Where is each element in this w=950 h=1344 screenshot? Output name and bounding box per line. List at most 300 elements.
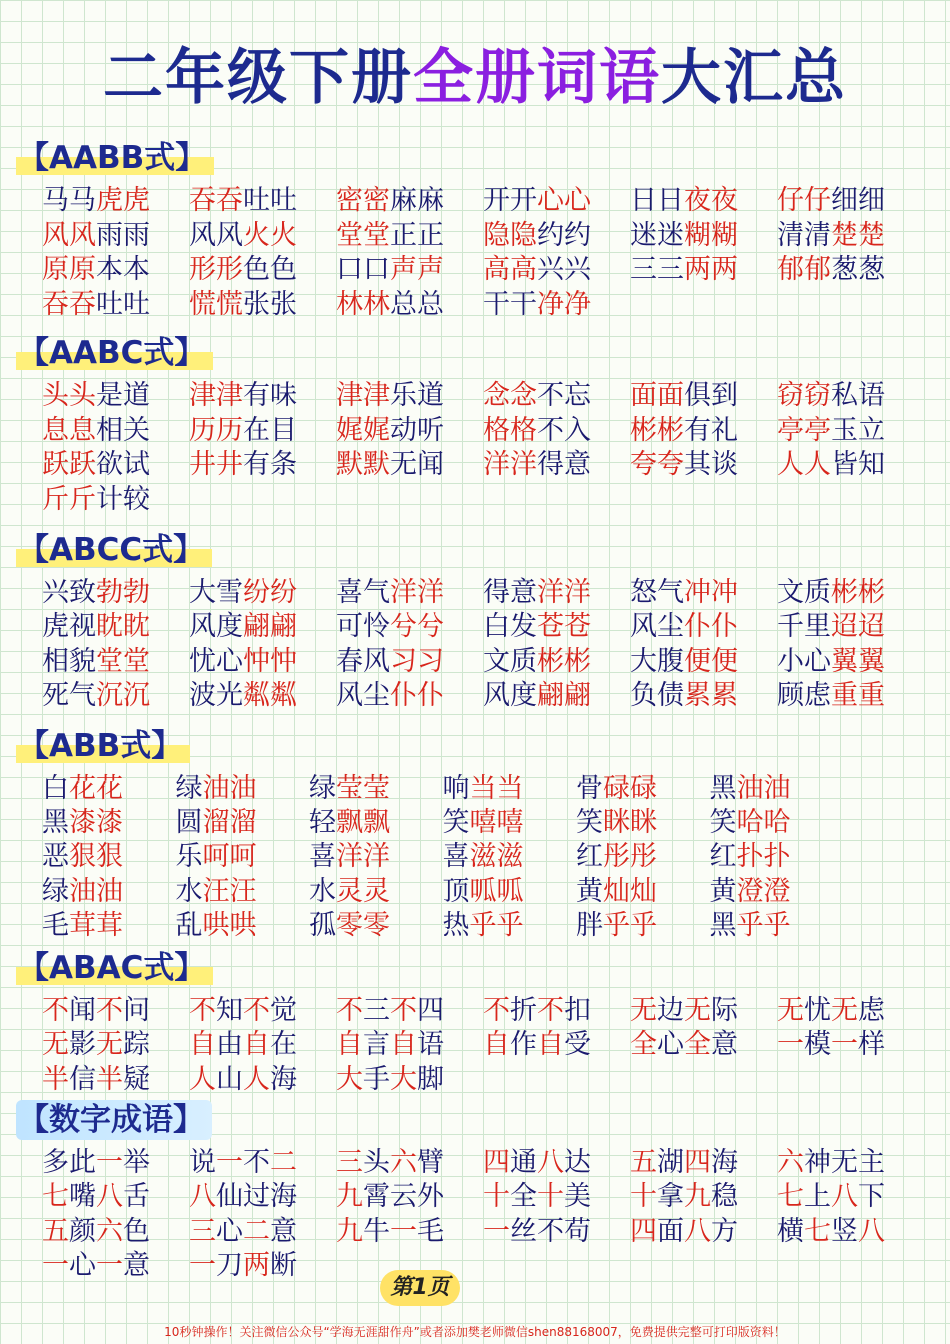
word-segment: 在目 <box>243 414 297 446</box>
word-segment: 多此 <box>42 1147 96 1178</box>
word-segment-highlight: 火火 <box>243 219 297 251</box>
word-segment: 不忘 <box>537 380 591 411</box>
word-segment-highlight: 彬彬 <box>630 414 684 446</box>
word-item <box>777 576 885 610</box>
word-item <box>42 806 123 840</box>
word-item <box>576 806 657 840</box>
word-segment: 绿 <box>309 773 336 804</box>
word-segment-highlight: 乎乎 <box>603 909 657 941</box>
word-segment: 头 <box>363 1147 390 1178</box>
word-segment-highlight: 洋洋 <box>483 449 537 480</box>
word-segment: 断 <box>270 1249 297 1281</box>
word-segment: 风风 <box>189 219 243 251</box>
word-segment-highlight: 翩翩 <box>243 611 297 643</box>
word-segment-highlight: 洋洋 <box>336 841 390 873</box>
word-item <box>483 414 591 448</box>
word-item <box>630 1028 738 1062</box>
word-segment: 得意 <box>483 577 537 608</box>
word-segment-highlight: 息息 <box>42 414 96 446</box>
word-segment-highlight: 窃窃 <box>777 380 831 411</box>
word-segment-highlight: 无 <box>42 1029 69 1061</box>
word-item <box>777 994 885 1028</box>
word-item <box>336 1215 444 1249</box>
word-segment: 顶 <box>442 875 470 907</box>
word-item <box>336 610 444 644</box>
word-segment: 心 <box>69 1249 96 1281</box>
word-item <box>576 840 657 874</box>
word-segment: 虎视 <box>42 611 96 643</box>
word-segment-highlight: 一 <box>483 1215 510 1247</box>
word-segment-highlight: 两 <box>243 1249 270 1281</box>
word-segment: 白发 <box>483 611 537 643</box>
word-segment: 兴兴 <box>537 254 591 285</box>
word-segment: 恶 <box>42 841 69 873</box>
word-segment: 虑 <box>858 995 885 1026</box>
word-segment-highlight: 无 <box>831 995 858 1026</box>
word-segment: 举 <box>123 1147 150 1178</box>
word-segment: 丝不苟 <box>510 1215 591 1247</box>
word-segment-highlight: 碌碌 <box>603 773 657 804</box>
word-segment: 言 <box>363 1029 390 1061</box>
word-segment-highlight: 呵呵 <box>202 841 257 873</box>
word-segment-highlight: 十 <box>630 1181 657 1213</box>
word-item <box>189 576 297 610</box>
word-segment: 牛 <box>363 1215 390 1247</box>
word-segment-highlight: 斤斤 <box>42 483 96 515</box>
word-item <box>189 288 297 322</box>
word-segment: 三 <box>363 995 390 1026</box>
word-segment: 神无主 <box>804 1147 885 1178</box>
word-item <box>483 219 591 253</box>
word-segment: 问 <box>123 995 150 1026</box>
word-item <box>630 448 738 482</box>
word-segment-highlight: 茸茸 <box>69 909 123 941</box>
word-segment-highlight: 彤彤 <box>603 841 657 873</box>
word-item <box>710 909 791 943</box>
word-item <box>630 184 738 218</box>
word-item <box>336 679 444 713</box>
word-item <box>483 288 591 322</box>
title-part2: 全册词语 <box>413 43 661 113</box>
word-item <box>336 1146 444 1180</box>
word-segment: 干干 <box>483 288 537 320</box>
word-item <box>42 483 150 517</box>
word-segment-highlight: 楚楚 <box>831 219 885 251</box>
word-item <box>630 253 738 287</box>
word-item <box>483 1028 591 1062</box>
word-segment-highlight: 亭亭 <box>777 414 831 446</box>
word-segment: 黑 <box>42 807 69 839</box>
word-segment: 模 <box>804 1029 831 1061</box>
word-item <box>176 806 257 840</box>
word-item <box>189 645 297 679</box>
word-item <box>443 806 524 840</box>
word-segment: 脚 <box>417 1063 444 1095</box>
word-segment-highlight: 仔仔 <box>777 185 831 216</box>
word-segment-highlight: 油油 <box>69 875 123 907</box>
word-segment-highlight: 彬彬 <box>831 577 885 608</box>
word-segment: 胖 <box>576 909 603 941</box>
word-item <box>710 772 791 806</box>
word-item <box>42 253 150 287</box>
word-item <box>176 840 257 874</box>
word-segment-highlight: 呱呱 <box>469 875 524 907</box>
word-segment: 扣 <box>564 995 591 1026</box>
word-segment: 闻 <box>69 995 96 1026</box>
word-segment: 下 <box>858 1181 885 1213</box>
word-segment: 四 <box>417 995 444 1026</box>
word-segment: 毛 <box>417 1215 444 1247</box>
word-segment-highlight: 不 <box>483 995 510 1026</box>
word-segment: 际 <box>711 995 738 1026</box>
word-segment-highlight: 勃勃 <box>96 577 150 608</box>
word-segment: 相关 <box>96 414 150 446</box>
word-segment: 不入 <box>537 414 591 446</box>
word-segment-highlight: 洋洋 <box>537 577 591 608</box>
word-segment-highlight: 十 <box>483 1181 510 1213</box>
word-segment-highlight: 一 <box>831 1029 858 1061</box>
word-segment-highlight: 八 <box>831 1181 858 1213</box>
word-item <box>189 1249 297 1283</box>
word-item <box>42 840 123 874</box>
word-segment: 日日 <box>630 185 684 216</box>
word-item <box>630 379 738 413</box>
word-segment-highlight: 苍苍 <box>537 611 591 643</box>
word-segment-highlight: 六 <box>96 1215 123 1247</box>
word-segment: 正正 <box>390 219 444 251</box>
word-segment: 语 <box>417 1029 444 1061</box>
word-segment: 黑 <box>709 909 737 941</box>
word-segment-highlight: 夜夜 <box>684 185 738 216</box>
word-segment-highlight: 四 <box>630 1215 657 1247</box>
word-item <box>176 772 257 806</box>
word-segment: 折 <box>510 995 537 1026</box>
word-item <box>336 379 444 413</box>
word-segment: 玉立 <box>831 414 885 446</box>
word-item <box>777 1180 885 1214</box>
word-segment: 黑 <box>709 773 737 804</box>
word-segment: 本本 <box>96 254 150 285</box>
word-item <box>630 1146 738 1180</box>
word-segment: 三三 <box>630 254 684 285</box>
word-segment-highlight: 一 <box>189 1249 216 1281</box>
word-segment: 舌 <box>123 1181 150 1213</box>
word-segment-highlight: 油油 <box>736 773 791 804</box>
word-item <box>189 1215 297 1249</box>
word-segment-highlight: 十 <box>537 1181 564 1213</box>
word-segment-highlight: 乎乎 <box>469 909 524 941</box>
word-item <box>710 806 791 840</box>
word-item <box>630 610 738 644</box>
word-segment-highlight: 当当 <box>469 773 524 804</box>
word-segment-highlight: 大 <box>336 1063 363 1095</box>
word-segment-highlight: 狠狠 <box>69 841 123 873</box>
word-item <box>42 1146 150 1180</box>
word-segment-highlight: 滋滋 <box>469 841 524 873</box>
word-segment-highlight: 津津 <box>336 380 390 411</box>
word-segment: 有条 <box>243 449 297 480</box>
word-segment-highlight: 九 <box>336 1215 363 1247</box>
word-segment: 大雪 <box>189 577 243 608</box>
word-segment-highlight: 不 <box>537 995 564 1026</box>
word-segment: 影 <box>69 1029 96 1061</box>
word-segment-highlight: 半 <box>96 1063 123 1095</box>
word-segment-highlight: 全 <box>684 1029 711 1061</box>
word-segment: 张张 <box>243 288 297 320</box>
word-segment-highlight: 漆漆 <box>69 807 123 839</box>
word-segment-highlight: 一 <box>96 1249 123 1281</box>
word-item <box>42 184 150 218</box>
word-item <box>777 253 885 287</box>
word-item <box>336 288 444 322</box>
word-segment: 清清 <box>777 219 831 251</box>
word-segment: 仙过海 <box>216 1181 297 1213</box>
word-segment-highlight: 历历 <box>189 414 243 446</box>
word-segment: 笑 <box>709 807 737 839</box>
word-segment: 俱到 <box>684 380 738 411</box>
word-segment: 是道 <box>96 380 150 411</box>
word-segment: 乱 <box>175 909 203 941</box>
word-segment-highlight: 六 <box>777 1147 804 1178</box>
word-segment: 兴致 <box>42 577 96 608</box>
word-segment: 达 <box>564 1147 591 1178</box>
word-item <box>42 1028 150 1062</box>
word-segment: 边 <box>657 995 684 1026</box>
word-item <box>483 1215 591 1249</box>
word-segment: 喜 <box>442 841 470 873</box>
word-segment-highlight: 一 <box>216 1147 243 1178</box>
word-item <box>630 645 738 679</box>
word-item <box>176 875 257 909</box>
word-segment-highlight: 一 <box>96 1147 123 1178</box>
word-segment: 由 <box>216 1029 243 1061</box>
word-item <box>630 1215 738 1249</box>
word-segment: 私语 <box>831 380 885 411</box>
word-item <box>483 379 591 413</box>
word-segment: 春风 <box>336 645 390 677</box>
word-item <box>777 1215 885 1249</box>
word-segment: 笑 <box>442 807 470 839</box>
word-item <box>483 1146 591 1180</box>
word-segment-highlight: 密密 <box>336 185 390 216</box>
word-item <box>777 679 885 713</box>
word-segment-highlight: 半 <box>42 1063 69 1095</box>
word-item <box>189 253 297 287</box>
word-item <box>630 1180 738 1214</box>
word-segment-highlight: 郁郁 <box>777 254 831 285</box>
word-segment-highlight: 便便 <box>684 645 738 677</box>
word-segment-highlight: 冲冲 <box>684 577 738 608</box>
word-segment: 口口 <box>336 254 390 285</box>
word-segment-highlight: 油油 <box>202 773 257 804</box>
word-segment: 热 <box>442 909 470 941</box>
word-segment: 得意 <box>537 449 591 480</box>
word-segment-highlight: 八 <box>684 1215 711 1247</box>
word-segment: 总总 <box>390 288 444 320</box>
word-segment: 计较 <box>96 483 150 515</box>
word-segment: 在 <box>270 1029 297 1061</box>
word-segment-highlight: 虎虎 <box>96 185 150 216</box>
word-segment-highlight: 九 <box>684 1181 711 1213</box>
word-segment: 细细 <box>831 185 885 216</box>
section-heading: 【数字成语】 <box>16 1100 212 1140</box>
word-segment: 喜 <box>309 841 336 873</box>
word-segment-highlight: 粼粼 <box>243 679 297 711</box>
word-segment-highlight: 兮兮 <box>390 611 444 643</box>
word-segment-highlight: 七 <box>777 1181 804 1213</box>
word-segment-highlight: 人 <box>243 1063 270 1095</box>
word-segment: 响 <box>442 773 470 804</box>
word-segment: 迷迷 <box>630 219 684 251</box>
word-segment: 文质 <box>777 577 831 608</box>
word-item <box>483 679 591 713</box>
word-segment-highlight: 习习 <box>390 645 444 677</box>
word-segment: 绿 <box>175 773 203 804</box>
word-item <box>309 806 390 840</box>
word-segment-highlight: 八 <box>858 1215 885 1247</box>
word-segment: 霄云外 <box>363 1181 444 1213</box>
word-item <box>189 1146 297 1180</box>
word-segment-highlight: 糊糊 <box>684 219 738 251</box>
word-segment-highlight: 堂堂 <box>336 219 390 251</box>
word-segment-highlight: 四 <box>684 1147 711 1178</box>
word-segment-highlight: 声声 <box>390 254 444 285</box>
footer-note: 10秒钟操作！关注微信公众号“学海无涯甜作舟”或者添加樊老师微信shen88168007，免费提供完整可打印版资料！ <box>164 1325 786 1339</box>
word-segment-highlight: 津津 <box>189 380 243 411</box>
word-item <box>336 1028 444 1062</box>
word-item <box>189 219 297 253</box>
word-segment: 圆 <box>175 807 203 839</box>
word-segment-highlight: 三 <box>336 1147 363 1178</box>
word-segment: 信 <box>69 1063 96 1095</box>
word-segment: 红 <box>709 841 737 873</box>
word-item <box>443 840 524 874</box>
word-item <box>189 1028 297 1062</box>
word-segment-highlight: 吞吞 <box>189 185 243 216</box>
word-segment-highlight: 汪汪 <box>202 875 257 907</box>
word-item <box>189 184 297 218</box>
word-segment: 风尘 <box>630 611 684 643</box>
word-segment-highlight: 形形 <box>189 254 243 285</box>
word-segment: 觉 <box>270 995 297 1026</box>
word-segment: 美 <box>564 1181 591 1213</box>
word-segment: 千里 <box>777 611 831 643</box>
word-segment-highlight: 莹莹 <box>336 773 390 804</box>
word-segment-highlight: 迢迢 <box>831 611 885 643</box>
word-segment: 受 <box>564 1029 591 1061</box>
word-segment: 臂 <box>417 1147 444 1178</box>
word-item <box>189 610 297 644</box>
word-segment-highlight: 人人 <box>777 449 831 480</box>
word-segment-highlight: 不 <box>42 995 69 1026</box>
word-item <box>189 414 297 448</box>
word-segment: 全 <box>510 1181 537 1213</box>
word-segment-highlight: 自 <box>189 1029 216 1061</box>
word-segment-highlight: 隐隐 <box>483 219 537 251</box>
word-segment: 心 <box>216 1215 243 1247</box>
word-segment-highlight: 灵灵 <box>336 875 390 907</box>
word-segment-highlight: 一 <box>777 1029 804 1061</box>
word-segment-highlight: 自 <box>537 1029 564 1061</box>
word-segment-highlight: 哈哈 <box>736 807 791 839</box>
word-item <box>42 994 150 1028</box>
word-segment-highlight: 人 <box>189 1063 216 1095</box>
word-item <box>42 1249 150 1283</box>
word-segment-highlight: 嘻嘻 <box>469 807 524 839</box>
word-segment-highlight: 眈眈 <box>96 611 150 643</box>
word-segment-highlight: 无 <box>684 995 711 1026</box>
word-segment: 其谈 <box>684 449 738 480</box>
word-item <box>576 772 657 806</box>
word-segment: 乐道 <box>390 380 444 411</box>
word-segment: 颜 <box>69 1215 96 1247</box>
word-item <box>443 772 524 806</box>
word-segment-highlight: 累累 <box>684 679 738 711</box>
word-item <box>336 184 444 218</box>
word-segment-highlight: 不 <box>189 995 216 1026</box>
word-segment: 雨雨 <box>96 219 150 251</box>
word-segment: 吐吐 <box>243 185 297 216</box>
word-segment-highlight: 仆仆 <box>390 679 444 711</box>
section-heading: 【AABB式】 <box>16 138 214 178</box>
word-segment-highlight: 溜溜 <box>202 807 257 839</box>
page-title <box>0 38 950 118</box>
word-segment: 样 <box>858 1029 885 1061</box>
word-segment: 有礼 <box>684 414 738 446</box>
word-segment-highlight: 九 <box>336 1181 363 1213</box>
word-item <box>176 909 257 943</box>
word-item <box>336 645 444 679</box>
word-segment-highlight: 四 <box>483 1147 510 1178</box>
section-heading: 【AABC式】 <box>16 333 213 373</box>
word-item <box>336 414 444 448</box>
word-item <box>309 875 390 909</box>
word-segment-highlight: 井井 <box>189 449 243 480</box>
word-segment-highlight: 沉沉 <box>96 679 150 711</box>
word-segment: 顾虑 <box>777 679 831 711</box>
word-segment: 黄 <box>576 875 603 907</box>
word-item <box>777 184 885 218</box>
word-segment: 水 <box>175 875 203 907</box>
word-item <box>42 576 150 610</box>
word-segment: 怒气 <box>630 577 684 608</box>
word-segment-highlight: 全 <box>630 1029 657 1061</box>
word-segment-highlight: 自 <box>483 1029 510 1061</box>
word-segment: 轻 <box>309 807 336 839</box>
word-segment-highlight: 无 <box>777 995 804 1026</box>
word-item <box>189 379 297 413</box>
word-segment-highlight: 夸夸 <box>630 449 684 480</box>
word-item <box>483 184 591 218</box>
word-item <box>777 610 885 644</box>
word-segment-highlight: 六 <box>390 1147 417 1178</box>
word-segment-highlight: 五 <box>42 1215 69 1247</box>
word-segment-highlight: 净净 <box>537 288 591 320</box>
word-segment-highlight: 洋洋 <box>390 577 444 608</box>
word-segment-highlight: 翩翩 <box>537 679 591 711</box>
word-item <box>42 875 123 909</box>
word-segment-highlight: 自 <box>336 1029 363 1061</box>
word-segment: 风度 <box>483 679 537 711</box>
word-segment: 乐 <box>175 841 203 873</box>
word-segment-highlight: 高高 <box>483 254 537 285</box>
word-item <box>710 840 791 874</box>
word-segment-highlight: 零零 <box>336 909 390 941</box>
word-segment: 山 <box>216 1063 243 1095</box>
word-segment-highlight: 格格 <box>483 414 537 446</box>
word-item <box>710 875 791 909</box>
word-item <box>483 1180 591 1214</box>
